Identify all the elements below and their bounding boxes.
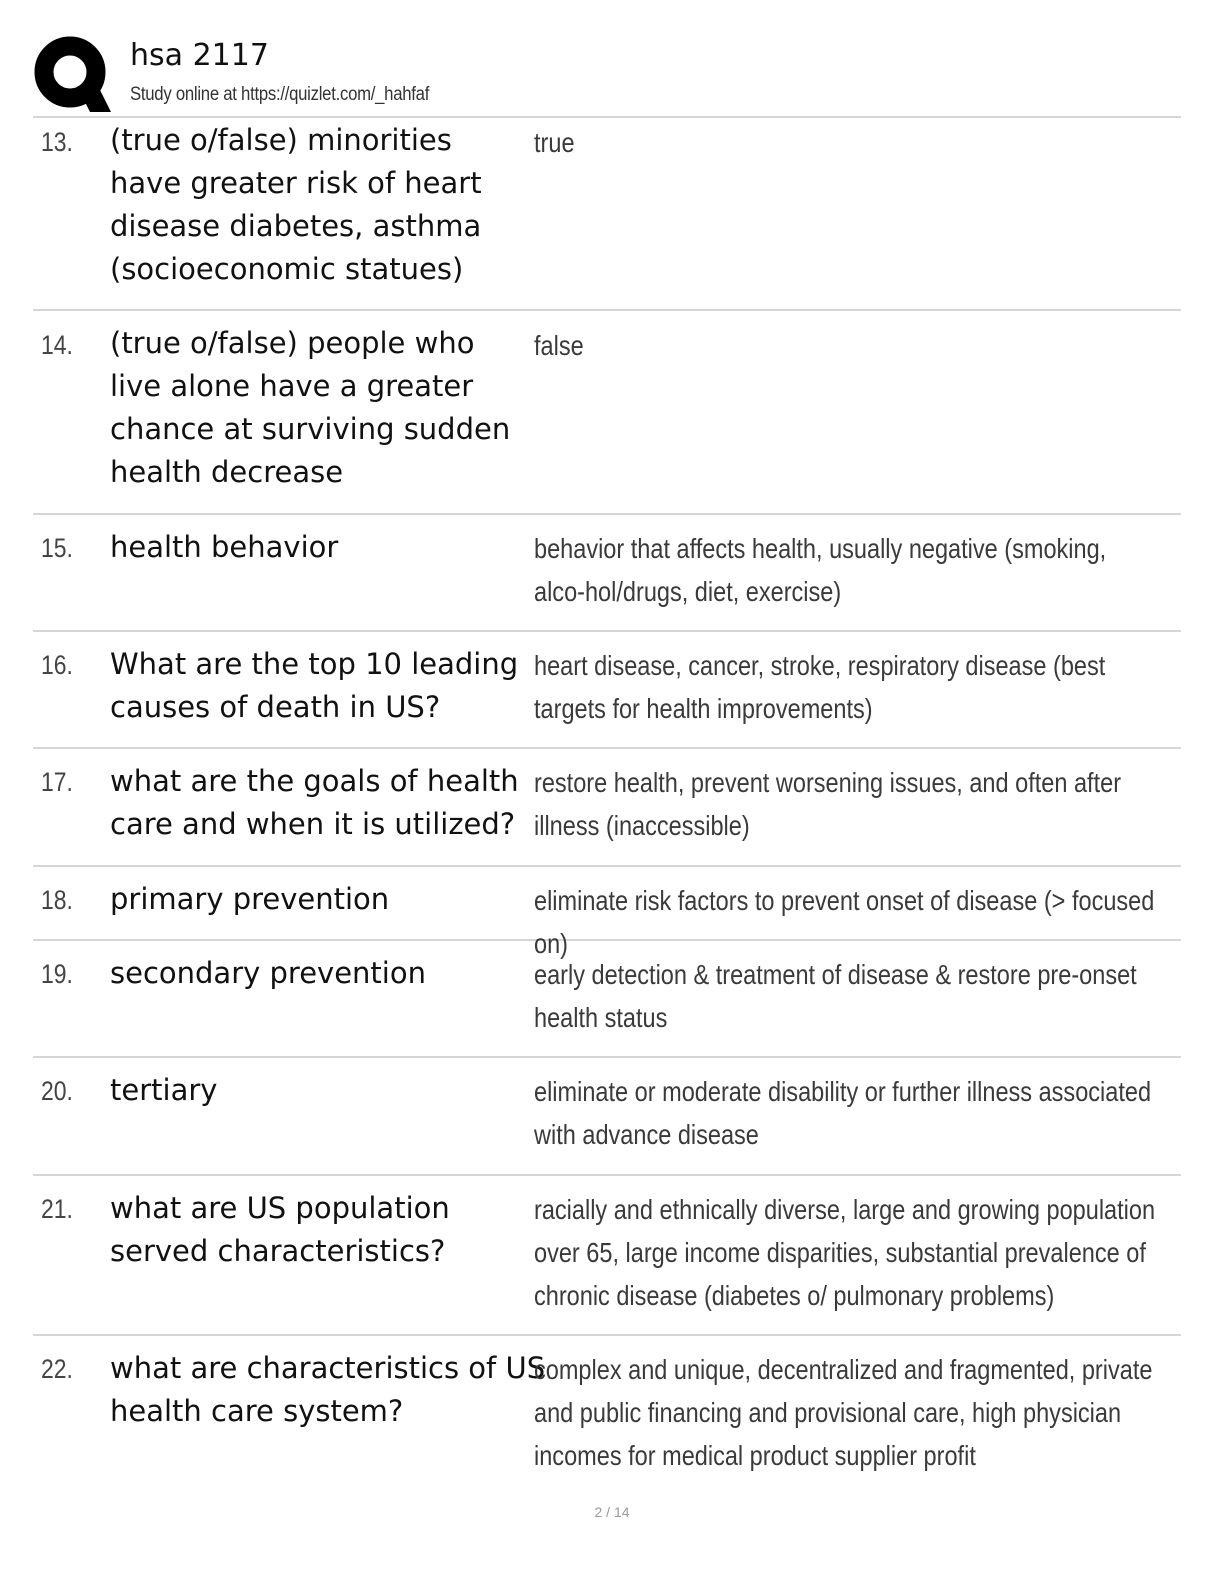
- card-number: 19.: [41, 959, 73, 989]
- page-header: [32, 34, 1182, 114]
- page-indicator: 2 / 14: [594, 1504, 630, 1520]
- card-number: 22.: [41, 1354, 73, 1384]
- card-definition: false: [534, 330, 584, 361]
- card-term: what are characteristics of US health care system?: [110, 1351, 546, 1428]
- card-number: 17.: [41, 767, 73, 797]
- card-term: what are US population served characteristics?: [110, 1191, 450, 1268]
- flashcard-row: [33, 515, 1181, 632]
- card-number: 14.: [41, 330, 73, 360]
- quizlet-logo-icon: [34, 36, 112, 112]
- card-term: what are the goals of health care and when it is utilized?: [110, 764, 519, 841]
- card-definition: restore health, prevent worsening issues, and often after illness (inaccessible): [534, 767, 1122, 841]
- card-definition: racially and ethnically diverse, large and growing population over 65, large income disparities, substantial prevalence of chronic disease (diabetes o/ pulmonary problems): [534, 1194, 1156, 1311]
- card-number: 15.: [41, 533, 73, 563]
- card-definition: eliminate or moderate disability or further illness associated with advance disease: [534, 1076, 1152, 1150]
- flashcard-row: [33, 1176, 1181, 1336]
- card-number: 13.: [41, 127, 73, 157]
- card-number: 18.: [41, 885, 73, 915]
- card-definition: eliminate risk factors to prevent onset of disease (> focused on): [534, 885, 1155, 959]
- card-definition: complex and unique, decentralized and fragmented, private and public financing and provisional care, high physician incomes for medical product supplier profit: [534, 1354, 1153, 1471]
- card-term: (true o/false) people who live alone have a greater chance at surviving sudden health decrease: [110, 326, 511, 489]
- study-online-link[interactable]: Study online at https://quizlet.com/_hahfaf: [130, 84, 430, 105]
- flashcard-row: [33, 749, 1181, 867]
- card-term: primary prevention: [110, 882, 390, 916]
- flashcard-row: [33, 311, 1181, 515]
- card-definition: early detection & treatment of disease & restore pre-onset health status: [534, 959, 1137, 1033]
- flashcard-row: [33, 941, 1181, 1058]
- card-definition: behavior that affects health, usually negative (smoking, alco-hol/drugs, diet, exercise): [534, 533, 1107, 607]
- flashcard-row: [33, 1336, 1181, 1496]
- card-number: 21.: [41, 1194, 73, 1224]
- card-definition: true: [534, 127, 575, 158]
- card-term: secondary prevention: [110, 956, 426, 990]
- card-term: health behavior: [110, 530, 339, 564]
- card-term: (true o/false) minorities have greater risk of heart disease diabetes, asthma (socioeconomic statues): [110, 123, 482, 286]
- card-number: 16.: [41, 650, 73, 680]
- card-term: tertiary: [110, 1073, 218, 1107]
- flashcard-row: [33, 1058, 1181, 1176]
- flashcard-row: [33, 867, 1181, 959]
- card-number: 20.: [41, 1076, 73, 1106]
- card-definition: heart disease, cancer, stroke, respiratory disease (best targets for health improvements): [534, 650, 1106, 724]
- set-title: hsa 2117: [130, 38, 269, 73]
- flashcard-row: [33, 118, 1181, 311]
- flashcard-row: [33, 632, 1181, 749]
- flashcard-list: [33, 118, 1181, 1496]
- card-term: What are the top 10 leading causes of death in US?: [110, 647, 519, 724]
